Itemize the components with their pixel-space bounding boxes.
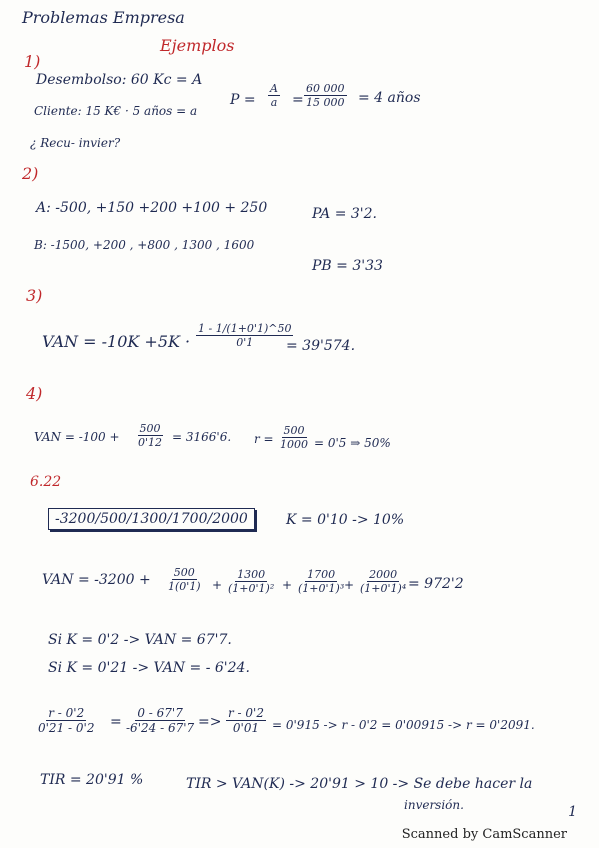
problem-4-van-result: = 3166'6.	[172, 430, 232, 444]
plus-sign: +	[212, 578, 223, 592]
problem-1-number: 1)	[24, 52, 41, 71]
problem-4-van-lhs: VAN = -100 +	[34, 430, 120, 444]
problem-1-equals: =	[292, 92, 304, 108]
scenario-k-02: Si K = 0'2 -> VAN = 67'7.	[48, 632, 232, 648]
problem-4-r-fraction: $\frac{500}{1000}$	[280, 424, 308, 451]
problem-1-desembolso: Desembolso: 60 Kc = A	[36, 72, 203, 88]
equals-sign: =	[110, 714, 122, 730]
problem-3-lhs: VAN = -10K +5K ·	[42, 332, 191, 351]
cash-flow-box: -3200/500/1300/1700/2000	[48, 508, 255, 530]
problem-1-fraction-a: $\frac{A}{a}$	[270, 82, 278, 109]
interpolation-fraction-2: $\frac{0 - 67'7}{-6'24 - 67'7}$	[126, 706, 195, 735]
problem-2-option-b: B: -1500, +200 , +800 , 1300 , 1600	[34, 238, 255, 252]
problem-3-fraction: $\frac{1 - 1/(1+0'1)\^{}50}{0'1}$	[198, 322, 292, 349]
problem-622-term-1: $\frac{500}{1(0'1)}$	[168, 566, 201, 593]
problem-1-fraction-b: $\frac{60 000}{15 000}$	[306, 82, 345, 109]
scanner-watermark: Scanned by CamScanner	[401, 827, 567, 842]
problem-4-r-lhs: r =	[254, 432, 274, 446]
problem-1-cliente: Cliente: 15 K€ · 5 años = a	[34, 104, 198, 118]
arrow: =>	[198, 714, 222, 730]
problem-622-k: K = 0'10 -> 10%	[286, 512, 405, 528]
problem-622-term-2: $\frac{1300}{\text{(1+0'1)²}}$	[228, 568, 275, 595]
interpolation-fraction-3: $\frac{r - 0'2}{0'01}$	[228, 706, 264, 735]
problem-1-formula-lhs: P =	[230, 92, 256, 108]
conclusion-line-2: inversión.	[404, 798, 464, 812]
plus-sign: +	[344, 578, 355, 592]
problem-2-number: 2)	[22, 164, 39, 183]
interpolation-result: = 0'915 -> r - 0'2 = 0'00915 -> r = 0'2091.	[272, 718, 535, 732]
tir-result: TIR = 20'91 %	[40, 772, 144, 788]
problem-2-result-b: PB = 3'33	[312, 258, 383, 274]
problem-3-result: = 39'574.	[286, 338, 356, 354]
problem-3-number: 3)	[26, 286, 43, 305]
problem-4-number: 4)	[26, 384, 43, 403]
section-heading: Ejemplos	[160, 36, 235, 55]
problem-4-r-result: = 0'5 ⇒ 50%	[314, 436, 391, 450]
page-number: 1	[568, 804, 577, 820]
problem-622-van-result: = 972'2	[408, 576, 464, 592]
problem-622-term-4: $\frac{2000}{\text{(1+0'1)⁴}}$	[360, 568, 407, 595]
problem-1-result: = 4 años	[358, 90, 421, 106]
problem-2-option-a: A: -500, +150 +200 +100 + 250	[36, 200, 268, 216]
problem-1-question: ¿ Recu- invier?	[30, 136, 121, 150]
plus-sign: +	[282, 578, 293, 592]
scenario-k-021: Si K = 0'21 -> VAN = - 6'24.	[48, 660, 250, 676]
problem-622-van-lhs: VAN = -3200 +	[42, 572, 151, 588]
conclusion-line-1: TIR > VAN(K) -> 20'91 > 10 -> Se debe hacer la	[186, 776, 533, 792]
problem-622-number: 6.22	[30, 474, 62, 490]
problem-2-result-a: PA = 3'2.	[312, 206, 377, 222]
problem-622-term-3: $\frac{1700}{\text{(1+0'1)³}}$	[298, 568, 345, 595]
interpolation-fraction-1: $\frac{r - 0'2}{0'21 - 0'2}$	[38, 706, 95, 735]
page-title: Problemas Empresa	[22, 8, 185, 27]
problem-4-van-fraction: $\frac{500}{0'12}$	[138, 422, 163, 449]
